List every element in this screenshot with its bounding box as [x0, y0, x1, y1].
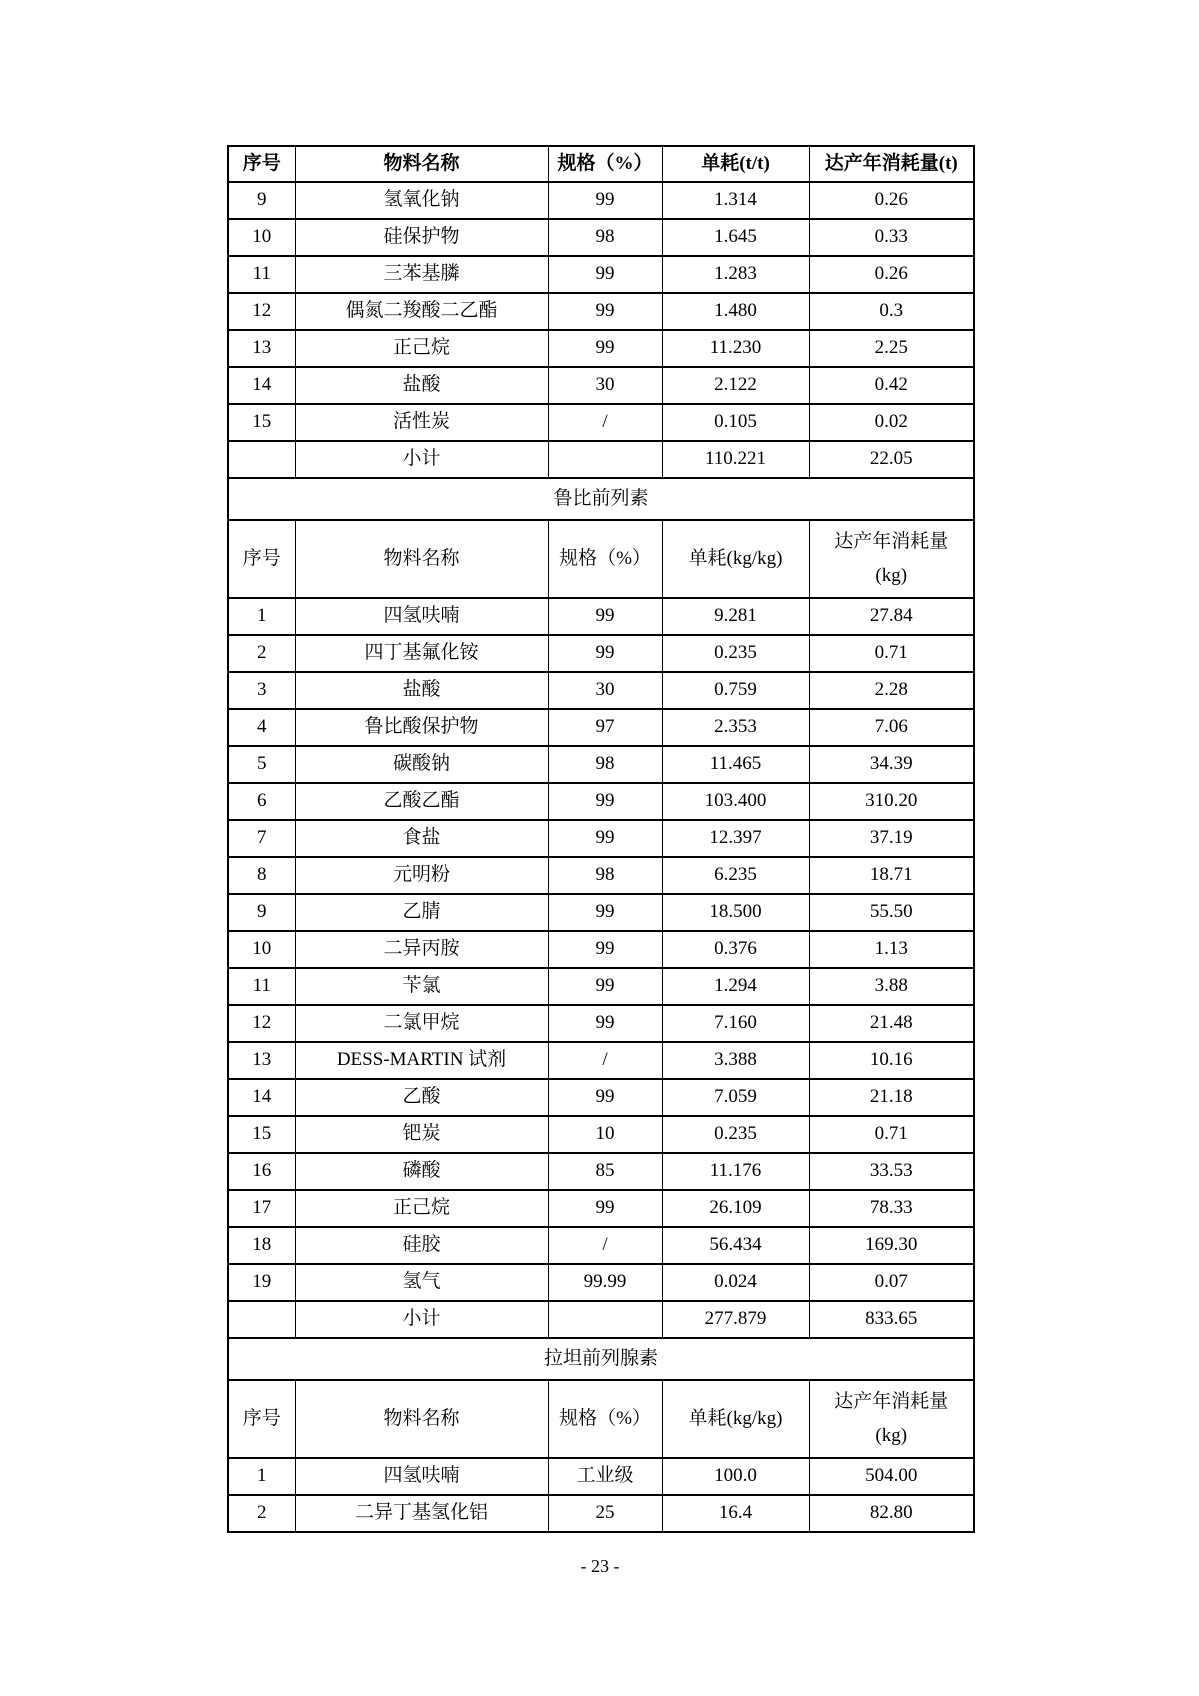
cell-annual-consumption: 504.00 [809, 1458, 974, 1495]
table-row [228, 404, 974, 441]
table-row [228, 1153, 974, 1190]
cell-unit-consumption: 1.480 [662, 293, 809, 330]
cell-unit-consumption: 12.397 [662, 820, 809, 857]
section-title-cell: 拉坦前列腺素 [228, 1338, 974, 1380]
cell-seq: 1 [228, 598, 295, 635]
cell-annual-consumption: 82.80 [809, 1495, 974, 1532]
materials-table-body [228, 146, 974, 1532]
header-cell-annual-consumption: 达产年消耗量(t) [809, 146, 974, 182]
cell-material-name: 磷酸 [295, 1153, 548, 1190]
table-row [228, 635, 974, 672]
cell-seq: 10 [228, 219, 295, 256]
cell-unit-consumption: 2.122 [662, 367, 809, 404]
cell-annual-consumption: 33.53 [809, 1153, 974, 1190]
cell-seq: 5 [228, 746, 295, 783]
cell-spec [548, 1301, 662, 1338]
cell-annual-consumption: 34.39 [809, 746, 974, 783]
cell-seq: 15 [228, 1116, 295, 1153]
cell-spec: / [548, 404, 662, 441]
cell-material-name: 盐酸 [295, 367, 548, 404]
cell-spec: 30 [548, 672, 662, 709]
header-cell-seq: 序号 [228, 146, 295, 182]
header-cell-unit-consumption: 单耗(t/t) [662, 146, 809, 182]
cell-material-name: 钯炭 [295, 1116, 548, 1153]
cell-material-name: 氢氧化钠 [295, 182, 548, 219]
cell-spec: 99 [548, 293, 662, 330]
table-row [228, 1190, 974, 1227]
header-cell-material-name: 物料名称 [295, 146, 548, 182]
header-cell-spec: 规格（%） [548, 1380, 662, 1458]
cell-seq: 4 [228, 709, 295, 746]
cell-annual-consumption: 78.33 [809, 1190, 974, 1227]
header-cell-material-name: 物料名称 [295, 520, 548, 598]
section-title-row [228, 1338, 974, 1380]
page-number: - 23 - [580, 1556, 620, 1576]
cell-seq: 2 [228, 1495, 295, 1532]
cell-annual-consumption: 0.3 [809, 293, 974, 330]
cell-seq: 13 [228, 330, 295, 367]
cell-annual-consumption: 833.65 [809, 1301, 974, 1338]
cell-spec: 30 [548, 367, 662, 404]
cell-seq: 11 [228, 968, 295, 1005]
cell-material-name: 苄氯 [295, 968, 548, 1005]
table-header-row [228, 1380, 974, 1458]
cell-unit-consumption: 26.109 [662, 1190, 809, 1227]
cell-spec: 99 [548, 783, 662, 820]
table-row [228, 598, 974, 635]
table-row [228, 672, 974, 709]
cell-seq: 6 [228, 783, 295, 820]
cell-spec: 99 [548, 182, 662, 219]
header-annual-line2: (kg) [875, 1425, 908, 1446]
table-row [228, 1458, 974, 1495]
cell-annual-consumption: 169.30 [809, 1227, 974, 1264]
cell-material-name: 碳酸钠 [295, 746, 548, 783]
cell-material-name: 四氢呋喃 [295, 1458, 548, 1495]
cell-annual-consumption: 18.71 [809, 857, 974, 894]
cell-unit-consumption: 6.235 [662, 857, 809, 894]
table-row [228, 219, 974, 256]
cell-unit-consumption: 56.434 [662, 1227, 809, 1264]
cell-unit-consumption: 0.235 [662, 1116, 809, 1153]
cell-seq: 14 [228, 367, 295, 404]
header-annual-line1: 达产年消耗量 [834, 531, 949, 552]
cell-material-name: 氢气 [295, 1264, 548, 1301]
cell-annual-consumption: 0.71 [809, 1116, 974, 1153]
cell-seq: 7 [228, 820, 295, 857]
cell-annual-consumption: 21.48 [809, 1005, 974, 1042]
table-header-row [228, 146, 974, 182]
table-row [228, 746, 974, 783]
cell-material-name: 乙酸乙酯 [295, 783, 548, 820]
cell-unit-consumption: 3.388 [662, 1042, 809, 1079]
table-row [228, 894, 974, 931]
cell-material-name: 硅保护物 [295, 219, 548, 256]
cell-annual-consumption: 37.19 [809, 820, 974, 857]
table-row [228, 330, 974, 367]
cell-seq: 10 [228, 931, 295, 968]
table-row [228, 1079, 974, 1116]
cell-material-name: 鲁比酸保护物 [295, 709, 548, 746]
cell-material-name: 四氢呋喃 [295, 598, 548, 635]
cell-material-name: 二氯甲烷 [295, 1005, 548, 1042]
cell-unit-consumption: 1.283 [662, 256, 809, 293]
cell-seq: 13 [228, 1042, 295, 1079]
cell-spec: / [548, 1042, 662, 1079]
header-cell-seq: 序号 [228, 520, 295, 598]
cell-unit-consumption: 11.230 [662, 330, 809, 367]
cell-annual-consumption: 2.25 [809, 330, 974, 367]
table-row [228, 441, 974, 478]
cell-annual-consumption: 0.71 [809, 635, 974, 672]
cell-spec: 99 [548, 330, 662, 367]
cell-annual-consumption: 0.26 [809, 182, 974, 219]
cell-unit-consumption: 1.294 [662, 968, 809, 1005]
section-title-row [228, 478, 974, 520]
cell-spec: 85 [548, 1153, 662, 1190]
table-row [228, 1264, 974, 1301]
cell-material-name: 小计 [295, 1301, 548, 1338]
cell-annual-consumption: 0.33 [809, 219, 974, 256]
cell-spec: 99.99 [548, 1264, 662, 1301]
section-title-cell: 鲁比前列素 [228, 478, 974, 520]
cell-seq: 9 [228, 894, 295, 931]
cell-unit-consumption: 277.879 [662, 1301, 809, 1338]
cell-annual-consumption: 55.50 [809, 894, 974, 931]
cell-seq: 16 [228, 1153, 295, 1190]
cell-seq: 2 [228, 635, 295, 672]
cell-spec: 99 [548, 1005, 662, 1042]
table-row [228, 931, 974, 968]
materials-consumption-table [227, 145, 975, 1533]
header-cell-spec: 规格（%） [548, 520, 662, 598]
cell-spec: 98 [548, 219, 662, 256]
table-row [228, 820, 974, 857]
cell-annual-consumption: 0.02 [809, 404, 974, 441]
cell-spec: 99 [548, 1190, 662, 1227]
table-row [228, 857, 974, 894]
cell-spec: 99 [548, 820, 662, 857]
cell-unit-consumption: 100.0 [662, 1458, 809, 1495]
header-annual-line1: 达产年消耗量 [834, 1391, 949, 1412]
cell-annual-consumption: 21.18 [809, 1079, 974, 1116]
header-annual-line2: (kg) [875, 565, 908, 586]
cell-unit-consumption: 18.500 [662, 894, 809, 931]
cell-material-name: 乙腈 [295, 894, 548, 931]
cell-annual-consumption: 27.84 [809, 598, 974, 635]
cell-spec: 25 [548, 1495, 662, 1532]
cell-seq: 12 [228, 293, 295, 330]
table-row [228, 256, 974, 293]
cell-unit-consumption: 0.024 [662, 1264, 809, 1301]
cell-unit-consumption: 0.235 [662, 635, 809, 672]
cell-seq: 17 [228, 1190, 295, 1227]
header-cell-unit-consumption: 单耗(kg/kg) [662, 520, 809, 598]
cell-spec: 工业级 [548, 1458, 662, 1495]
cell-unit-consumption: 0.759 [662, 672, 809, 709]
cell-unit-consumption: 1.314 [662, 182, 809, 219]
cell-spec: 10 [548, 1116, 662, 1153]
header-cell-seq: 序号 [228, 1380, 295, 1458]
header-cell-unit-consumption: 单耗(kg/kg) [662, 1380, 809, 1458]
table-row [228, 367, 974, 404]
cell-seq: 9 [228, 182, 295, 219]
cell-material-name: 偶氮二羧酸二乙酯 [295, 293, 548, 330]
cell-spec [548, 441, 662, 478]
cell-material-name: 四丁基氟化铵 [295, 635, 548, 672]
cell-seq: 14 [228, 1079, 295, 1116]
table-row [228, 709, 974, 746]
table-header-row [228, 520, 974, 598]
cell-unit-consumption: 0.105 [662, 404, 809, 441]
cell-spec: 99 [548, 894, 662, 931]
cell-annual-consumption: 0.42 [809, 367, 974, 404]
cell-spec: 99 [548, 968, 662, 1005]
cell-material-name: 小计 [295, 441, 548, 478]
cell-material-name: 食盐 [295, 820, 548, 857]
table-row [228, 182, 974, 219]
cell-material-name: 正己烷 [295, 1190, 548, 1227]
cell-material-name: 盐酸 [295, 672, 548, 709]
cell-unit-consumption: 110.221 [662, 441, 809, 478]
cell-annual-consumption: 2.28 [809, 672, 974, 709]
cell-spec: 99 [548, 931, 662, 968]
cell-seq [228, 441, 295, 478]
header-cell-annual-consumption [809, 520, 974, 598]
cell-seq: 12 [228, 1005, 295, 1042]
cell-annual-consumption: 7.06 [809, 709, 974, 746]
cell-unit-consumption: 9.281 [662, 598, 809, 635]
cell-seq: 11 [228, 256, 295, 293]
cell-material-name: 正己烷 [295, 330, 548, 367]
table-row [228, 1116, 974, 1153]
header-cell-annual-consumption [809, 1380, 974, 1458]
table-row [228, 1227, 974, 1264]
cell-spec: 99 [548, 256, 662, 293]
cell-seq: 19 [228, 1264, 295, 1301]
cell-annual-consumption: 0.07 [809, 1264, 974, 1301]
cell-annual-consumption: 310.20 [809, 783, 974, 820]
table-row [228, 783, 974, 820]
cell-material-name: DESS-MARTIN 试剂 [295, 1042, 548, 1079]
table-row [228, 293, 974, 330]
cell-unit-consumption: 7.160 [662, 1005, 809, 1042]
cell-seq: 18 [228, 1227, 295, 1264]
cell-annual-consumption: 10.16 [809, 1042, 974, 1079]
header-cell-spec: 规格（%） [548, 146, 662, 182]
cell-spec: 99 [548, 635, 662, 672]
table-row [228, 1301, 974, 1338]
cell-seq [228, 1301, 295, 1338]
cell-material-name: 硅胶 [295, 1227, 548, 1264]
cell-spec: 99 [548, 598, 662, 635]
cell-material-name: 元明粉 [295, 857, 548, 894]
cell-spec: / [548, 1227, 662, 1264]
cell-unit-consumption: 103.400 [662, 783, 809, 820]
header-cell-material-name: 物料名称 [295, 1380, 548, 1458]
cell-annual-consumption: 22.05 [809, 441, 974, 478]
cell-spec: 97 [548, 709, 662, 746]
cell-annual-consumption: 0.26 [809, 256, 974, 293]
cell-seq: 15 [228, 404, 295, 441]
cell-material-name: 二异丙胺 [295, 931, 548, 968]
cell-seq: 1 [228, 1458, 295, 1495]
table-row [228, 968, 974, 1005]
cell-unit-consumption: 1.645 [662, 219, 809, 256]
cell-material-name: 三苯基膦 [295, 256, 548, 293]
cell-material-name: 二异丁基氢化铝 [295, 1495, 548, 1532]
table-row [228, 1042, 974, 1079]
cell-seq: 8 [228, 857, 295, 894]
table-row [228, 1005, 974, 1042]
cell-annual-consumption: 1.13 [809, 931, 974, 968]
cell-spec: 98 [548, 746, 662, 783]
cell-material-name: 活性炭 [295, 404, 548, 441]
cell-unit-consumption: 7.059 [662, 1079, 809, 1116]
table-row [228, 1495, 974, 1532]
cell-unit-consumption: 11.465 [662, 746, 809, 783]
cell-unit-consumption: 16.4 [662, 1495, 809, 1532]
cell-spec: 99 [548, 1079, 662, 1116]
cell-seq: 3 [228, 672, 295, 709]
cell-spec: 98 [548, 857, 662, 894]
cell-unit-consumption: 2.353 [662, 709, 809, 746]
cell-unit-consumption: 0.376 [662, 931, 809, 968]
cell-material-name: 乙酸 [295, 1079, 548, 1116]
cell-annual-consumption: 3.88 [809, 968, 974, 1005]
cell-unit-consumption: 11.176 [662, 1153, 809, 1190]
